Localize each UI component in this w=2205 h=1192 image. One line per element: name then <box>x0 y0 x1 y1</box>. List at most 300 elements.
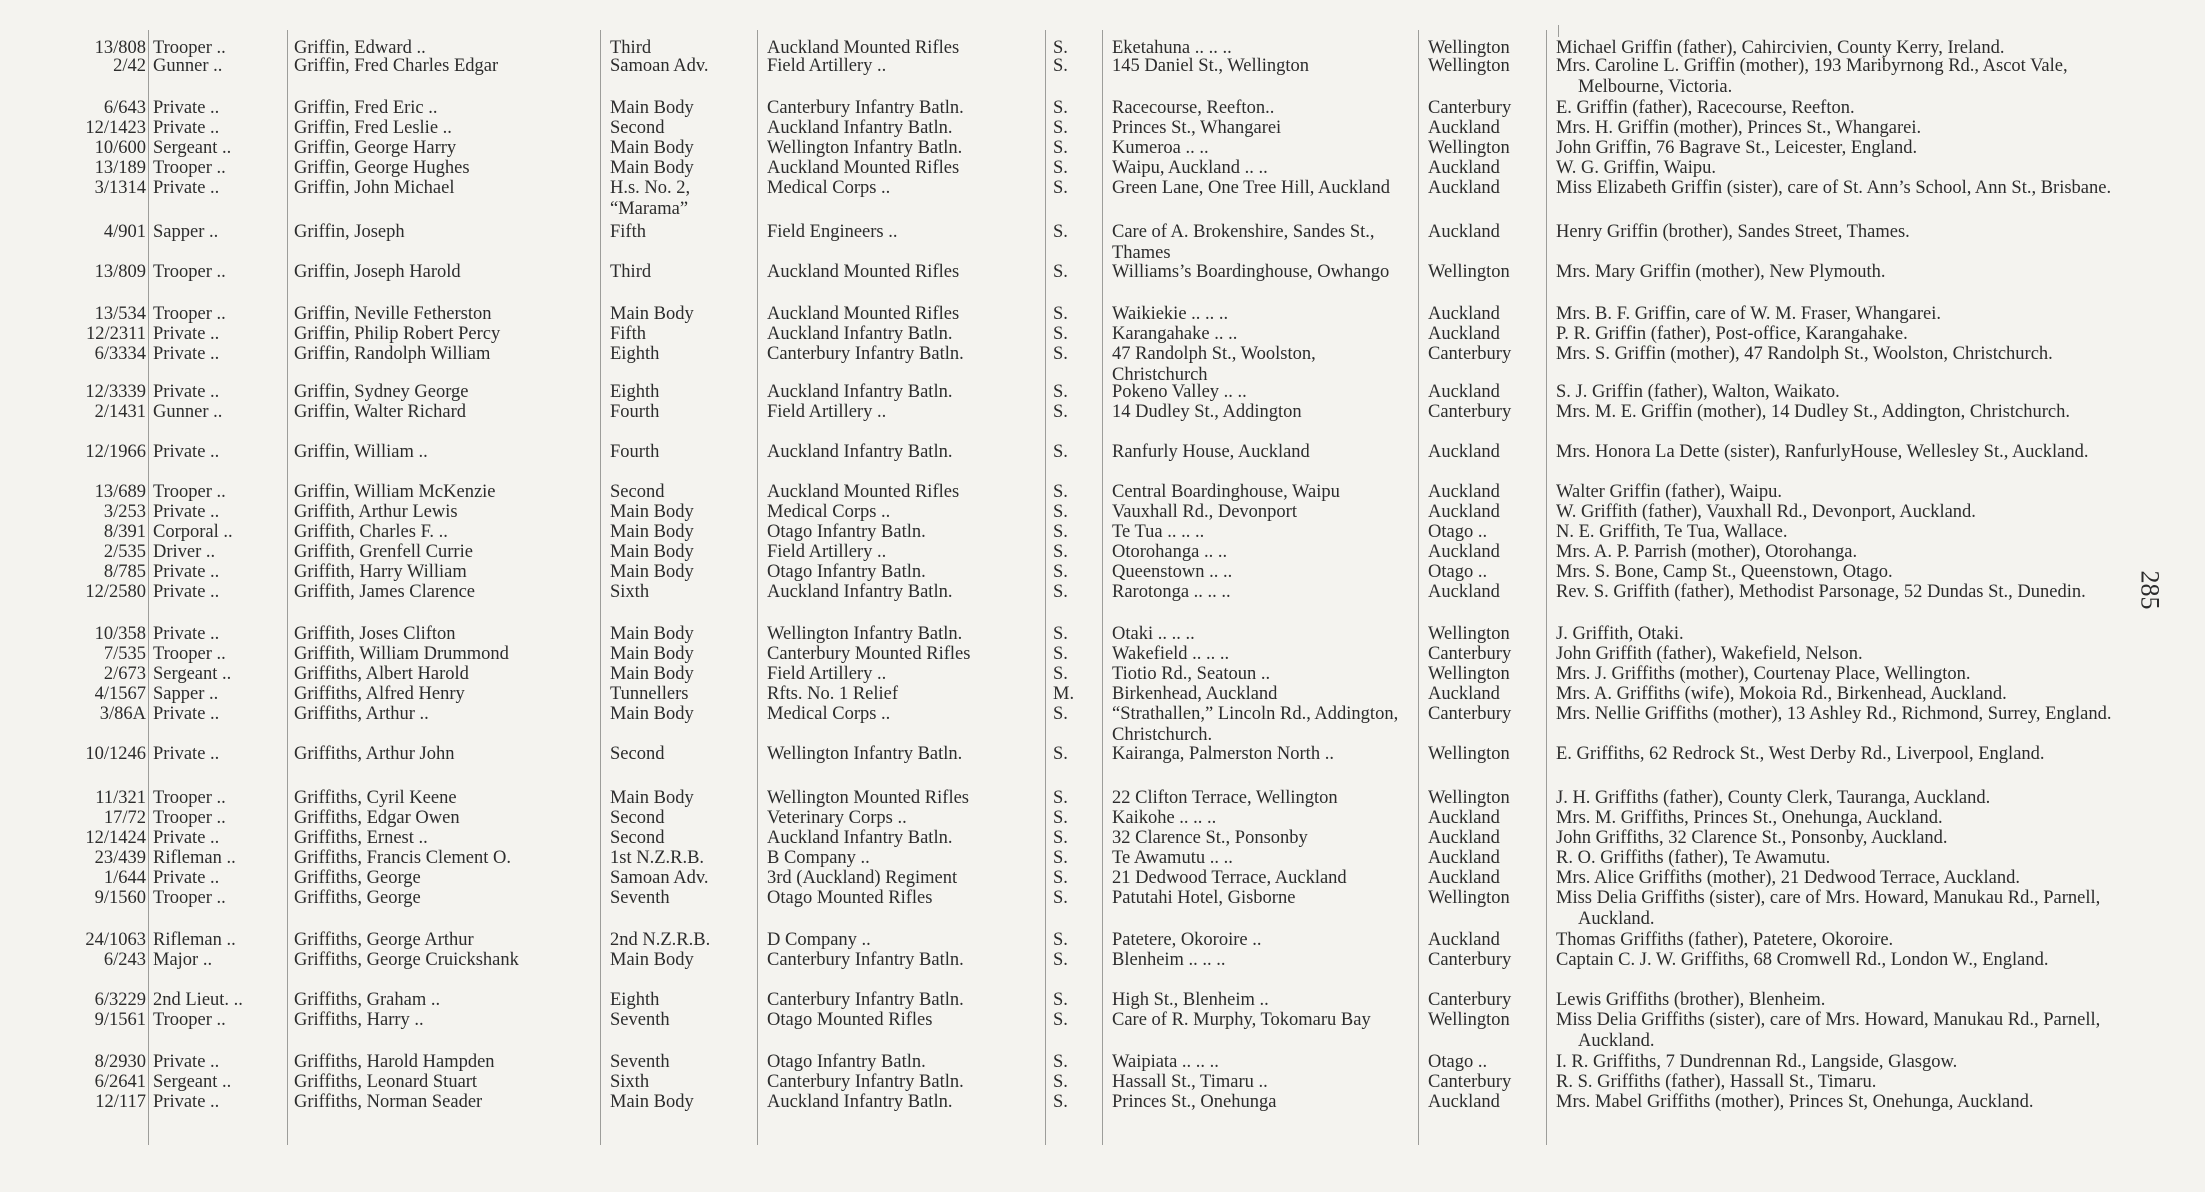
cell-kin: S. J. Griffin (father), Walton, Waikato. <box>1556 382 1840 402</box>
cell-no: 4/901 <box>103 222 146 242</box>
cell-unit: Canterbury Infantry Batln. <box>767 990 964 1010</box>
cell-name: Griffiths, Arthur .. <box>294 704 429 724</box>
cell-kin: R. S. Griffiths (father), Hassall St., Timaru. <box>1556 1072 1877 1092</box>
cell-rank: Sergeant .. <box>153 664 232 684</box>
cell-address: 22 Clifton Terrace, Wellington <box>1112 788 1338 808</box>
cell-no: 3/86A <box>99 704 146 724</box>
cell-address: Otorohanga .. .. <box>1112 542 1228 562</box>
cell-rank: Private .. <box>153 98 220 118</box>
cell-rank: Driver .. <box>153 542 216 562</box>
cell-no: 23/439 <box>94 848 146 868</box>
cell-city: Wellington <box>1428 624 1510 644</box>
cell-unit: Auckland Infantry Batln. <box>767 324 953 344</box>
cell-name: Griffiths, Leonard Stuart <box>294 1072 478 1092</box>
cell-kin: Mrs. J. Griffiths (mother), Courtenay Place, Wellington. <box>1556 664 1971 684</box>
cell-no: 8/391 <box>103 522 146 542</box>
cell-unit: Auckland Mounted Rifles <box>767 304 960 324</box>
cell-city: Wellington <box>1428 744 1510 764</box>
cell-status: S. <box>1053 382 1068 402</box>
cell-city: Canterbury <box>1428 98 1512 118</box>
cell-status: S. <box>1053 158 1068 178</box>
cell-no: 10/1246 <box>85 744 146 764</box>
cell-status: S. <box>1053 482 1068 502</box>
cell-address: Tiotio Rd., Seatoun .. <box>1112 664 1271 684</box>
cell-rank: Trooper .. <box>153 304 226 324</box>
cell-draft: Eighth <box>610 990 660 1010</box>
cell-draft: Seventh <box>610 1052 670 1072</box>
cell-draft: Main Body <box>610 304 694 324</box>
cell-city: Auckland <box>1428 502 1500 522</box>
cell-unit: Field Artillery .. <box>767 542 887 562</box>
cell-name: Griffiths, Graham .. <box>294 990 441 1010</box>
column-rule <box>148 30 149 1145</box>
cell-rank: Private .. <box>153 502 220 522</box>
cell-rank: Trooper .. <box>153 808 226 828</box>
cell-unit: Auckland Mounted Rifles <box>767 482 960 502</box>
column-rule <box>600 30 601 1145</box>
cell-name: Griffin, William McKenzie <box>294 482 496 502</box>
cell-status: S. <box>1053 344 1068 364</box>
cell-city: Wellington <box>1428 38 1510 58</box>
cell-city: Auckland <box>1428 118 1500 138</box>
cell-name: Griffin, Sydney George <box>294 382 469 402</box>
cell-unit: Rfts. No. 1 Relief <box>767 684 899 704</box>
cell-address: Princes St., Onehunga <box>1112 1092 1277 1112</box>
cell-draft: Main Body <box>610 664 694 684</box>
cell-name: Griffiths, George <box>294 868 421 888</box>
cell-address: Blenheim .. .. .. <box>1112 950 1226 970</box>
cell-status: S. <box>1053 324 1068 344</box>
cell-city: Canterbury <box>1428 990 1512 1010</box>
cell-address: 145 Daniel St., Wellington <box>1112 56 1310 76</box>
cell-no: 7/535 <box>103 644 146 664</box>
cell-unit: Auckland Infantry Batln. <box>767 382 953 402</box>
cell-unit: Medical Corps .. <box>767 704 891 724</box>
cell-unit: Wellington Mounted Rifles <box>767 788 969 808</box>
cell-rank: Private .. <box>153 442 220 462</box>
cell-address: Ranfurly House, Auckland <box>1112 442 1310 462</box>
cell-city: Auckland <box>1428 848 1500 868</box>
cell-rank: Rifleman .. <box>153 848 236 868</box>
cell-draft: Sixth <box>610 582 650 602</box>
cell-kin: Mrs. A. P. Parrish (mother), Otorohanga. <box>1556 542 1858 562</box>
cell-name: Griffiths, Alfred Henry <box>294 684 465 704</box>
cell-kin: Rev. S. Griffith (father), Methodist Parsonage, 52 Dundas St., Dunedin. <box>1556 582 2086 602</box>
cell-rank: Private .. <box>153 324 220 344</box>
cell-no: 12/3339 <box>85 382 146 402</box>
cell-kin: Captain C. J. W. Griffiths, 68 Cromwell Rd., London W., England. <box>1556 950 2049 970</box>
cell-rank: Trooper .. <box>153 38 226 58</box>
cell-address: Waipiata .. .. .. <box>1112 1052 1219 1072</box>
cell-draft: Fifth <box>610 324 646 344</box>
cell-name: Griffiths, Cyril Keene <box>294 788 457 808</box>
cell-status: S. <box>1053 1052 1068 1072</box>
cell-unit: Wellington Infantry Batln. <box>767 138 963 158</box>
cell-no: 12/1423 <box>85 118 146 138</box>
cell-draft: Seventh <box>610 1010 670 1030</box>
cell-address: Pokeno Valley .. .. <box>1112 382 1247 402</box>
cell-draft: Main Body <box>610 542 694 562</box>
cell-city: Auckland <box>1428 582 1500 602</box>
cell-address: High St., Blenheim .. <box>1112 990 1269 1010</box>
cell-name: Griffith, James Clarence <box>294 582 475 602</box>
cell-rank: Private .. <box>153 704 220 724</box>
cell-kin: Mrs. Mabel Griffiths (mother), Princes St, Onehunga, Auckland. <box>1556 1092 2034 1112</box>
cell-no: 12/117 <box>95 1092 146 1112</box>
cell-draft: Main Body <box>610 522 694 542</box>
cell-address: 32 Clarence St., Ponsonby <box>1112 828 1308 848</box>
cell-draft: Tunnellers <box>610 684 689 704</box>
cell-city: Canterbury <box>1428 1072 1512 1092</box>
cell-address: Patutahi Hotel, Gisborne <box>1112 888 1296 908</box>
cell-city: Wellington <box>1428 788 1510 808</box>
cell-rank: Private .. <box>153 828 220 848</box>
cell-name: Griffin, George Harry <box>294 138 457 158</box>
column-rule <box>1546 30 1547 1145</box>
cell-kin: E. Griffiths, 62 Redrock St., West Derby Rd., Liverpool, England. <box>1556 744 2045 764</box>
column-rule <box>287 30 288 1145</box>
cell-draft: Samoan Adv. <box>610 868 709 888</box>
cell-rank: Trooper .. <box>153 158 226 178</box>
cell-draft: Second <box>610 118 665 138</box>
cell-name: Griffin, Joseph <box>294 222 405 242</box>
cell-city: Auckland <box>1428 868 1500 888</box>
cell-status: S. <box>1053 118 1068 138</box>
cell-rank: Sergeant .. <box>153 1072 232 1092</box>
cell-status: S. <box>1053 262 1068 282</box>
cell-no: 10/358 <box>94 624 146 644</box>
cell-address: Te Awamutu .. .. <box>1112 848 1233 868</box>
cell-rank: Private .. <box>153 868 220 888</box>
cell-name: Griffin, Edward .. <box>294 38 426 58</box>
cell-kin: E. Griffin (father), Racecourse, Reefton. <box>1556 98 1855 118</box>
cell-draft: Main Body <box>610 138 694 158</box>
cell-unit: Otago Mounted Rifles <box>767 1010 933 1030</box>
cell-address: Hassall St., Timaru .. <box>1112 1072 1268 1092</box>
cell-rank: Private .. <box>153 344 220 364</box>
cell-rank: Corporal .. <box>153 522 233 542</box>
cell-address: Williams’s Boardinghouse, Owhango <box>1112 262 1390 282</box>
cell-status: S. <box>1053 664 1068 684</box>
cell-address: Princes St., Whangarei <box>1112 118 1282 138</box>
cell-status: S. <box>1053 178 1068 198</box>
cell-no: 6/3334 <box>94 344 146 364</box>
cell-name: Griffiths, George <box>294 888 421 908</box>
cell-city: Auckland <box>1428 222 1500 242</box>
cell-kin: W. G. Griffin, Waipu. <box>1556 158 1717 178</box>
cell-kin: Miss Delia Griffiths (sister), care of Mrs. Howard, Manukau Rd., Parnell, Auckland. <box>1556 1010 2101 1051</box>
cell-draft: Second <box>610 482 665 502</box>
cell-address: Patetere, Okoroire .. <box>1112 930 1262 950</box>
cell-rank: Gunner .. <box>153 56 223 76</box>
cell-rank: Gunner .. <box>153 402 223 422</box>
cell-draft: Eighth <box>610 382 660 402</box>
cell-city: Auckland <box>1428 304 1500 324</box>
cell-address: Central Boardinghouse, Waipu <box>1112 482 1340 502</box>
cell-no: 10/600 <box>94 138 146 158</box>
cell-rank: Trooper .. <box>153 1010 226 1030</box>
cell-city: Otago .. <box>1428 522 1488 542</box>
cell-name: Griffiths, Albert Harold <box>294 664 469 684</box>
cell-kin: Michael Griffin (father), Cahircivien, County Kerry, Ireland. <box>1556 38 2005 58</box>
cell-city: Wellington <box>1428 56 1510 76</box>
cell-draft: Eighth <box>610 344 660 364</box>
cell-name: Griffith, Grenfell Currie <box>294 542 473 562</box>
cell-kin: Walter Griffin (father), Waipu. <box>1556 482 1782 502</box>
cell-city: Auckland <box>1428 482 1500 502</box>
cell-address: Eketahuna .. .. .. <box>1112 38 1232 58</box>
cell-rank: Rifleman .. <box>153 930 236 950</box>
cell-kin: Thomas Griffiths (father), Patetere, Okoroire. <box>1556 930 1894 950</box>
cell-unit: D Company .. <box>767 930 871 950</box>
column-rule <box>1418 30 1419 1145</box>
cell-unit: Canterbury Mounted Rifles <box>767 644 971 664</box>
cell-address: Green Lane, One Tree Hill, Auckland <box>1112 178 1390 198</box>
cell-kin: I. R. Griffiths, 7 Dundrennan Rd., Langside, Glasgow. <box>1556 1052 1958 1072</box>
cell-address: Care of R. Murphy, Tokomaru Bay <box>1112 1010 1371 1030</box>
cell-draft: Third <box>610 262 652 282</box>
cell-unit: Canterbury Infantry Batln. <box>767 344 964 364</box>
cell-status: M. <box>1053 684 1075 704</box>
cell-name: Griffin, Philip Robert Percy <box>294 324 501 344</box>
cell-name: Griffiths, Edgar Owen <box>294 808 460 828</box>
cell-draft: Main Body <box>610 562 694 582</box>
cell-city: Auckland <box>1428 324 1500 344</box>
cell-city: Wellington <box>1428 262 1510 282</box>
cell-no: 9/1561 <box>94 1010 146 1030</box>
cell-address: Kaikohe .. .. .. <box>1112 808 1217 828</box>
cell-kin: Mrs. Nellie Griffiths (mother), 13 Ashley Rd., Richmond, Surrey, England. <box>1556 704 2112 724</box>
cell-address: 21 Dedwood Terrace, Auckland <box>1112 868 1347 888</box>
cell-unit: Wellington Infantry Batln. <box>767 744 963 764</box>
cell-name: Griffin, Fred Charles Edgar <box>294 56 499 76</box>
cell-unit: Canterbury Infantry Batln. <box>767 98 964 118</box>
cell-kin: Mrs. H. Griffin (mother), Princes St., Whangarei. <box>1556 118 1922 138</box>
cell-no: 6/2641 <box>94 1072 146 1092</box>
cell-rank: Major .. <box>153 950 213 970</box>
cell-no: 8/785 <box>103 562 146 582</box>
cell-address: Waikiekie .. .. .. <box>1112 304 1229 324</box>
cell-draft: Main Body <box>610 788 694 808</box>
cell-rank: Private .. <box>153 178 220 198</box>
cell-status: S. <box>1053 704 1068 724</box>
cell-draft: Main Body <box>610 158 694 178</box>
cell-kin: Henry Griffin (brother), Sandes Street, Thames. <box>1556 222 1910 242</box>
cell-kin: Mrs. Mary Griffin (mother), New Plymouth. <box>1556 262 1886 282</box>
cell-kin: P. R. Griffin (father), Post-office, Karangahake. <box>1556 324 1908 344</box>
cell-address: Vauxhall Rd., Devonport <box>1112 502 1297 522</box>
cell-rank: Trooper .. <box>153 888 226 908</box>
cell-rank: 2nd Lieut. .. <box>153 990 243 1010</box>
cell-status: S. <box>1053 1092 1068 1112</box>
cell-rank: Trooper .. <box>153 788 226 808</box>
cell-status: S. <box>1053 502 1068 522</box>
cell-unit: Otago Infantry Batln. <box>767 1052 926 1072</box>
cell-status: S. <box>1053 828 1068 848</box>
cell-city: Canterbury <box>1428 402 1512 422</box>
cell-draft: Main Body <box>610 624 694 644</box>
cell-rank: Private .. <box>153 1092 220 1112</box>
cell-address: Birkenhead, Auckland <box>1112 684 1278 704</box>
cell-status: S. <box>1053 744 1068 764</box>
cell-draft: 2nd N.Z.R.B. <box>610 930 711 950</box>
cell-no: 6/3229 <box>94 990 146 1010</box>
cell-rank: Trooper .. <box>153 644 226 664</box>
column-rule <box>757 30 758 1145</box>
cell-unit: Field Engineers .. <box>767 222 898 242</box>
cell-rank: Private .. <box>153 582 220 602</box>
cell-name: Griffin, Randolph William <box>294 344 491 364</box>
cell-unit: Auckland Infantry Batln. <box>767 118 953 138</box>
cell-name: Griffin, Fred Eric .. <box>294 98 438 118</box>
cell-status: S. <box>1053 98 1068 118</box>
cell-kin: J. H. Griffiths (father), County Clerk, Tauranga, Auckland. <box>1556 788 1991 808</box>
cell-rank: Trooper .. <box>153 262 226 282</box>
cell-city: Canterbury <box>1428 950 1512 970</box>
cell-city: Auckland <box>1428 808 1500 828</box>
cell-no: 6/643 <box>103 98 146 118</box>
cell-kin: John Griffith (father), Wakefield, Nelson. <box>1556 644 1863 664</box>
cell-kin: Mrs. B. F. Griffin, care of W. M. Fraser, Whangarei. <box>1556 304 1942 324</box>
cell-address: Racecourse, Reefton.. <box>1112 98 1275 118</box>
cell-unit: Auckland Mounted Rifles <box>767 38 960 58</box>
cell-rank: Private .. <box>153 382 220 402</box>
cell-name: Griffin, Neville Fetherston <box>294 304 492 324</box>
cell-rank: Trooper .. <box>153 482 226 502</box>
cell-kin: Mrs. Caroline L. Griffin (mother), 193 Maribyrnong Rd., Ascot Vale, Melbourne, Victoria. <box>1556 56 2068 97</box>
cell-no: 12/2311 <box>86 324 146 344</box>
cell-unit: Otago Infantry Batln. <box>767 562 926 582</box>
cell-draft: Main Body <box>610 644 694 664</box>
cell-draft: Second <box>610 828 665 848</box>
cell-status: S. <box>1053 222 1068 242</box>
cell-unit: Field Artillery .. <box>767 56 887 76</box>
cell-address: Rarotonga .. .. .. <box>1112 582 1231 602</box>
cell-unit: Wellington Infantry Batln. <box>767 624 963 644</box>
cell-name: Griffith, Charles F. .. <box>294 522 448 542</box>
cell-no: 13/809 <box>94 262 146 282</box>
cell-name: Griffiths, Harold Hampden <box>294 1052 495 1072</box>
cell-city: Wellington <box>1428 664 1510 684</box>
cell-unit: Veterinary Corps .. <box>767 808 907 828</box>
column-rule <box>1102 30 1103 1145</box>
cell-name: Griffith, Harry William <box>294 562 467 582</box>
cell-no: 2/673 <box>103 664 146 684</box>
cell-rank: Sapper .. <box>153 222 219 242</box>
cell-status: S. <box>1053 990 1068 1010</box>
cell-status: S. <box>1053 848 1068 868</box>
cell-kin: W. Griffith (father), Vauxhall Rd., Devonport, Auckland. <box>1556 502 1976 522</box>
column-rule <box>1045 30 1046 1145</box>
cell-status: S. <box>1053 522 1068 542</box>
cell-status: S. <box>1053 930 1068 950</box>
cell-draft: Seventh <box>610 888 670 908</box>
cell-unit: Medical Corps .. <box>767 502 891 522</box>
cell-unit: Medical Corps .. <box>767 178 891 198</box>
cell-kin: R. O. Griffiths (father), Te Awamutu. <box>1556 848 1831 868</box>
cell-draft: Main Body <box>610 98 694 118</box>
cell-address: Waipu, Auckland .. .. <box>1112 158 1268 178</box>
cell-draft: Second <box>610 744 665 764</box>
cell-no: 11/321 <box>95 788 146 808</box>
cell-city: Canterbury <box>1428 344 1512 364</box>
cell-address: Kumeroa .. .. <box>1112 138 1209 158</box>
cell-kin: Mrs. A. Griffiths (wife), Mokoia Rd., Birkenhead, Auckland. <box>1556 684 2007 704</box>
cell-address: Karangahake .. .. <box>1112 324 1238 344</box>
cell-draft: Main Body <box>610 1092 694 1112</box>
cell-name: Griffin, Walter Richard <box>294 402 466 422</box>
cell-draft: Fifth <box>610 222 646 242</box>
cell-city: Otago .. <box>1428 562 1488 582</box>
column-rule <box>1558 25 1559 37</box>
cell-name: Griffin, Fred Leslie .. <box>294 118 452 138</box>
cell-status: S. <box>1053 138 1068 158</box>
cell-name: Griffin, Joseph Harold <box>294 262 461 282</box>
cell-draft: Second <box>610 808 665 828</box>
cell-status: S. <box>1053 868 1068 888</box>
cell-status: S. <box>1053 888 1068 908</box>
cell-rank: Private .. <box>153 118 220 138</box>
cell-kin: John Griffin, 76 Bagrave St., Leicester, England. <box>1556 138 1918 158</box>
cell-rank: Sapper .. <box>153 684 219 704</box>
cell-city: Auckland <box>1428 158 1500 178</box>
cell-name: Griffiths, Norman Seader <box>294 1092 483 1112</box>
cell-address: Otaki .. .. .. <box>1112 624 1195 644</box>
cell-address: 47 Randolph St., Woolston, Christchurch <box>1112 344 1316 385</box>
cell-no: 13/808 <box>94 38 146 58</box>
cell-rank: Private .. <box>153 744 220 764</box>
cell-city: Auckland <box>1428 1092 1500 1112</box>
cell-city: Canterbury <box>1428 704 1512 724</box>
cell-no: 9/1560 <box>94 888 146 908</box>
cell-kin: Mrs. M. Griffiths, Princes St., Onehunga, Auckland. <box>1556 808 1943 828</box>
cell-unit: Otago Mounted Rifles <box>767 888 933 908</box>
cell-kin: John Griffiths, 32 Clarence St., Ponsonby, Auckland. <box>1556 828 1948 848</box>
cell-city: Wellington <box>1428 888 1510 908</box>
cell-address: Te Tua .. .. .. <box>1112 522 1205 542</box>
cell-address: 14 Dudley St., Addington <box>1112 402 1302 422</box>
cell-rank: Sergeant .. <box>153 138 232 158</box>
cell-status: S. <box>1053 624 1068 644</box>
cell-city: Wellington <box>1428 1010 1510 1030</box>
cell-draft: Samoan Adv. <box>610 56 709 76</box>
cell-rank: Private .. <box>153 1052 220 1072</box>
cell-rank: Private .. <box>153 562 220 582</box>
cell-kin: J. Griffith, Otaki. <box>1556 624 1684 644</box>
cell-no: 2/42 <box>113 56 146 76</box>
cell-city: Auckland <box>1428 178 1500 198</box>
cell-status: S. <box>1053 808 1068 828</box>
cell-kin: Mrs. M. E. Griffin (mother), 14 Dudley St., Addington, Christchurch. <box>1556 402 2071 422</box>
cell-no: 12/1966 <box>85 442 146 462</box>
cell-city: Auckland <box>1428 684 1500 704</box>
cell-unit: Otago Infantry Batln. <box>767 522 926 542</box>
cell-unit: Auckland Infantry Batln. <box>767 1092 953 1112</box>
cell-name: Griffin, William .. <box>294 442 428 462</box>
cell-city: Auckland <box>1428 828 1500 848</box>
cell-city: Auckland <box>1428 442 1500 462</box>
cell-no: 13/189 <box>94 158 146 178</box>
cell-status: S. <box>1053 38 1068 58</box>
cell-city: Auckland <box>1428 542 1500 562</box>
cell-name: Griffiths, George Arthur <box>294 930 474 950</box>
cell-name: Griffith, Arthur Lewis <box>294 502 458 522</box>
cell-draft: Fourth <box>610 402 660 422</box>
cell-no: 13/689 <box>94 482 146 502</box>
cell-kin: Mrs. S. Griffin (mother), 47 Randolph St., Woolston, Christchurch. <box>1556 344 2053 364</box>
cell-unit: 3rd (Auckland) Regiment <box>767 868 958 888</box>
cell-status: S. <box>1053 1010 1068 1030</box>
